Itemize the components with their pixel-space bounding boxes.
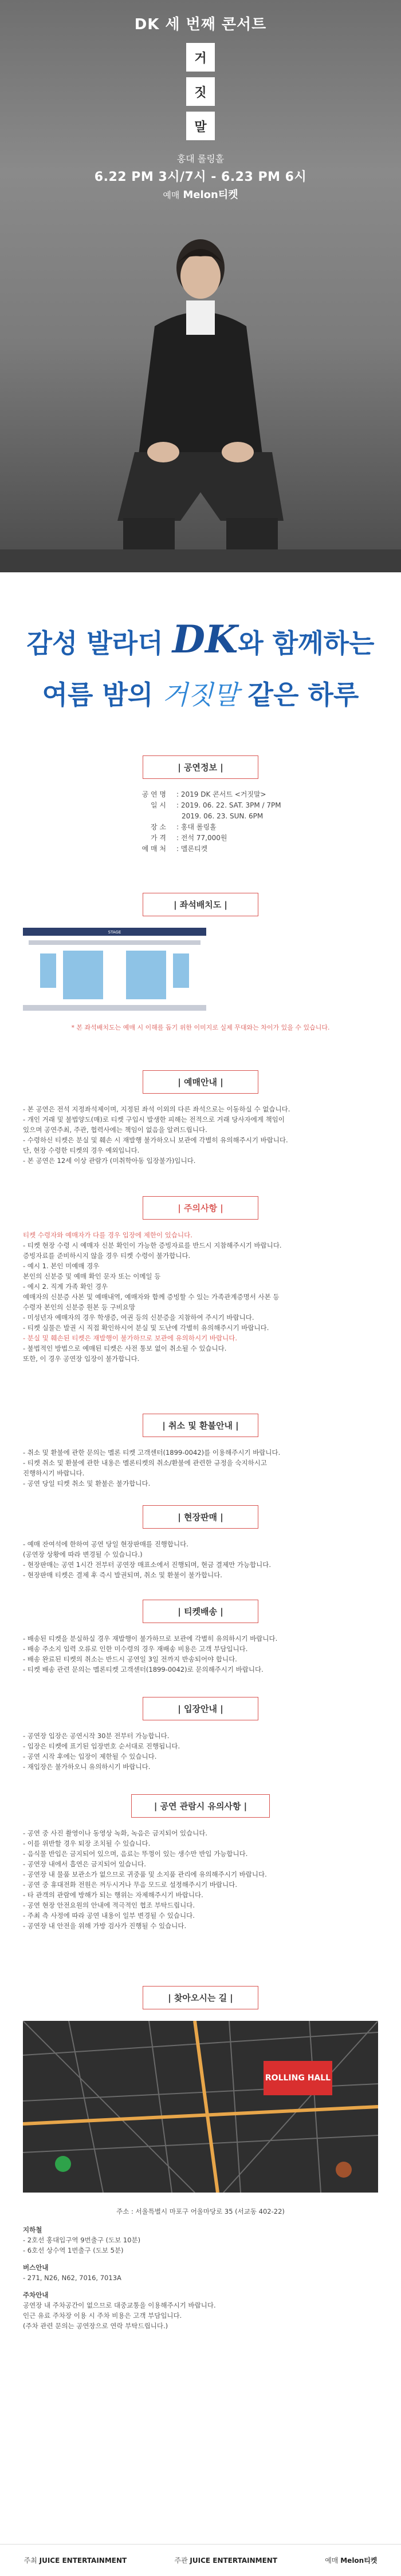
list-item: - 티켓 현장 수령 시 예매자 신분 확인이 가능한 증빙자료를 반드시 지참해주시기 바랍니다. bbox=[23, 1241, 282, 1249]
list-item: - 현장판매는 공연 1시간 전부터 공연장 매표소에서 진행되며, 현금 결제만 가능합니다. bbox=[23, 1561, 272, 1569]
section-heading: | 주의사항 | bbox=[143, 1196, 258, 1220]
hero-venue: 홍대 롤링홀 bbox=[176, 153, 225, 164]
info-row bbox=[23, 811, 378, 822]
hero-dates: 6.22 PM 3시/7시 - 6.23 PM 6시 bbox=[94, 170, 307, 184]
tagline-text: 와 함께하는 bbox=[238, 628, 375, 659]
list-item: - 공연 중 사진 촬영이나 동영상 녹화, 녹음은 금지되어 있습니다. bbox=[23, 1829, 208, 1837]
list-item: - 재입장은 불가하오니 유의하시기 바랍니다. bbox=[23, 1763, 151, 1771]
list-item: - 공연 현장 안전요원의 안내에 적극적인 협조 부탁드립니다. bbox=[23, 1901, 195, 1909]
list-item: - 분실 및 훼손된 티켓은 재발행이 불가하므로 보관에 유의하시기 바랍니다. bbox=[23, 1334, 237, 1342]
list-item: - 배송 완료된 티켓의 취소는 반드시 공연일 3일 전까지 반송되어야 합니다. bbox=[23, 1655, 237, 1663]
list-item: - 6호선 상수역 1번출구 (도보 5분) bbox=[23, 2246, 124, 2254]
info-row bbox=[23, 800, 378, 811]
list-item: - 티켓 배송 관련 문의는 멜론티켓 고객센터(1899-0042)로 문의해주시기 바랍니다. bbox=[23, 1665, 264, 1673]
hero-banner bbox=[0, 0, 401, 572]
list-item: - 공연장 내에서 흡연은 금지되어 있습니다. bbox=[23, 1860, 146, 1868]
info-value: 2019. 06. 23. SUN. 6PM bbox=[182, 812, 264, 820]
info-label: 공 연 명 bbox=[141, 790, 166, 798]
list-item: - 공연 시작 후에는 입장이 제한될 수 있습니다. bbox=[23, 1752, 157, 1760]
info-label: 장 소 bbox=[151, 823, 166, 831]
directions-section bbox=[23, 1986, 378, 2331]
list-item: - 티켓 취소 및 환불에 관한 내용은 멜론티켓의 취소/환불에 관련한 규정을 숙지하시고 bbox=[23, 1459, 267, 1467]
section-heading: | 입장안내 | bbox=[143, 1697, 258, 1720]
list-item: - 배송 주소지 입력 오류로 인한 미수령의 경우 재배송 비용은 고객 부담입니다. bbox=[23, 1645, 248, 1653]
info-label: 예 매 처 bbox=[141, 845, 166, 853]
melon-logo: Melon티켓 bbox=[340, 2557, 378, 2565]
notice-section bbox=[23, 1196, 378, 1364]
list-item: 증빙자료를 준비하시지 않을 경우 티켓 수령이 불가합니다. bbox=[23, 1252, 191, 1260]
tagline-section bbox=[0, 572, 401, 744]
section-heading: | 취소 및 환불안내 | bbox=[143, 1414, 258, 1437]
entry-list bbox=[23, 1731, 378, 1772]
list-item: (주차 관련 문의는 공연장으로 연락 부탁드립니다.) bbox=[23, 2322, 168, 2330]
ticket-delivery-section bbox=[23, 1600, 378, 1675]
onsite-sales-section bbox=[23, 1505, 378, 1580]
list-item: - 공연장 내 물품 보관소가 없으므로 귀중품 및 소지품 관리에 유의해주시기 바랍니다. bbox=[23, 1870, 267, 1878]
section-heading: | 예매안내 | bbox=[143, 1070, 258, 1094]
list-item: 있으며 공연주최, 주관, 협력사에는 책임이 없음을 알려드립니다. bbox=[23, 1126, 207, 1134]
title-char-2: 짓 bbox=[186, 77, 215, 106]
list-item: 티켓 수령자와 예매자가 다를 경우 입장에 제한이 있습니다. bbox=[23, 1231, 192, 1239]
tagline-text: 같은 하루 bbox=[247, 679, 359, 710]
list-item: - 개인 거래 및 불법양도(매)로 티켓 구입시 발생한 피해는 전적으로 거래 당사자에게 책임이 bbox=[23, 1115, 285, 1123]
booking-list bbox=[23, 1104, 378, 1166]
concert-title: DK 세 번째 콘서트 bbox=[134, 16, 267, 33]
list-item: - 입장은 티켓에 표기된 입장번호 순서대로 진행됩니다. bbox=[23, 1742, 180, 1750]
list-item: - 티켓 실물은 발권 시 직접 확인하시어 분실 및 도난에 각별히 유의해주시기 바랍니다. bbox=[23, 1324, 269, 1332]
section-heading: | 공연정보 | bbox=[143, 755, 258, 779]
list-item: - 수령하신 티켓은 분실 및 훼손 시 재발행 불가하오니 보관에 각별히 유의해주시기 바랍니다. bbox=[23, 1136, 288, 1144]
info-label bbox=[23, 811, 176, 822]
list-item: - 271, N26, N62, 7016, 7013A bbox=[23, 2274, 121, 2282]
list-item: 인근 유료 주차장 이용 시 주차 비용은 고객 부담입니다. bbox=[23, 2312, 182, 2320]
list-item: 본인의 신분증 및 예매 확인 문자 또는 이메일 등 bbox=[23, 1272, 161, 1280]
tagline-line-1 bbox=[0, 617, 401, 662]
list-item: 또한, 이 경우 공연장 입장이 불가합니다. bbox=[23, 1355, 140, 1363]
list-item: 진행하시기 바랍니다. bbox=[23, 1469, 85, 1477]
seating-chart bbox=[23, 928, 206, 1014]
cancel-list bbox=[23, 1447, 378, 1489]
info-row bbox=[23, 844, 378, 854]
entry-section bbox=[23, 1697, 378, 1772]
etiquette-section bbox=[23, 1794, 378, 1931]
info-value: : 홍대 롤링홀 bbox=[176, 823, 217, 831]
info-value: : 멜론티켓 bbox=[176, 845, 208, 853]
list-item: - 타 관객의 관람에 방해가 되는 행위는 자제해주시기 바랍니다. bbox=[23, 1891, 203, 1899]
list-item: 예매자의 신분증 사본 및 예매내역, 예매자와 함께 증빙할 수 있는 가족관계증명서 사본 등 bbox=[23, 1293, 280, 1301]
hero-ticket bbox=[0, 187, 401, 201]
info-value: : 2019. 06. 22. SAT. 3PM / 7PM bbox=[176, 801, 281, 809]
list-item: - 본 공연은 12세 이상 관람가 (미취학아동 입장불가)입니다. bbox=[23, 1157, 196, 1165]
section-heading: | 현장판매 | bbox=[143, 1505, 258, 1529]
melon-ticket-logo: Melon티켓 bbox=[183, 189, 238, 201]
directions-info bbox=[23, 2206, 378, 2331]
notice-list bbox=[23, 1230, 378, 1364]
ticket-prefix: 예매 bbox=[163, 190, 180, 200]
location-map bbox=[23, 2021, 378, 2193]
host-label: 주최 bbox=[23, 2557, 37, 2565]
ticketing-list bbox=[23, 1633, 378, 1675]
list-item: - 예매 잔여석에 한하여 공연 당일 현장판매를 진행합니다. bbox=[23, 1540, 188, 1548]
booking-section bbox=[23, 1070, 378, 1166]
list-item: - 주최 측 사정에 따라 공연 내용이 일부 변경될 수 있습니다. bbox=[23, 1912, 195, 1920]
section-heading: | 찾아오시는 길 | bbox=[143, 1986, 258, 2009]
list-item: (공연장 상황에 따라 변경될 수 있습니다.) bbox=[23, 1550, 143, 1558]
host-logo: JUICE ENTERTAINMENT bbox=[39, 2557, 127, 2565]
section-heading: | 티켓배송 | bbox=[143, 1600, 258, 1623]
performance-details bbox=[23, 789, 378, 854]
list-item: 단, 현장 수령한 티켓의 경우 예외입니다. bbox=[23, 1146, 140, 1154]
tagline-text: 여름 밤의 bbox=[42, 679, 154, 710]
booking-label: 예매 bbox=[325, 2557, 339, 2565]
list-item: 공연장 내 주차공간이 없으므로 대중교통을 이용해주시기 바랍니다. bbox=[23, 2301, 216, 2309]
list-item: - 미성년자 예매자의 경우 학생증, 여권 등의 신분증을 지참하여 주시기 바랍니다. bbox=[23, 1313, 254, 1321]
script-title: 거짓말 bbox=[162, 679, 239, 710]
host-credit bbox=[24, 2555, 127, 2565]
dk-logo: DK bbox=[172, 617, 238, 662]
info-label: 가 격 bbox=[151, 834, 166, 842]
list-item: - 취소 및 환불에 관한 문의는 멜론 티켓 고객센터(1899-0042)를 이용해주시기 바랍니다. bbox=[23, 1449, 281, 1457]
footer bbox=[0, 2544, 401, 2576]
performance-info-section bbox=[23, 755, 378, 854]
organizer-label: 주관 bbox=[174, 2557, 188, 2565]
list-item: - 음식물 반입은 금지되어 있으며, 음료는 뚜껑이 있는 생수만 반입 가능합니다. bbox=[23, 1850, 248, 1858]
cancel-refund-section bbox=[23, 1414, 378, 1489]
info-value: : 2019 DK 콘서트 <거짓말> bbox=[176, 790, 266, 798]
onsite-list bbox=[23, 1539, 378, 1580]
list-item: - 예시 2. 직계 가족 확인 경우 bbox=[23, 1283, 108, 1291]
organizer-credit bbox=[174, 2555, 277, 2565]
info-label: 일 시 bbox=[151, 801, 166, 809]
info-row bbox=[23, 822, 378, 833]
list-item: - 불법적인 방법으로 예매된 티켓은 사전 통보 없이 취소될 수 있습니다. bbox=[23, 1344, 227, 1352]
list-item: - 2호선 홍대입구역 9번출구 (도보 10분) bbox=[23, 2236, 141, 2244]
section-heading: | 좌석배치도 | bbox=[143, 893, 258, 916]
list-item: - 공연 중 휴대전화 전원은 꺼두시거나 무음 모드로 설정해주시기 바랍니다. bbox=[23, 1881, 237, 1889]
section-heading: | 공연 관람시 유의사항 | bbox=[131, 1794, 270, 1818]
list-item: 수령자 본인의 신분증 원본 등 구비요망 bbox=[23, 1303, 136, 1311]
info-row bbox=[23, 833, 378, 844]
organizer-logo: JUICE ENTERTAINMENT bbox=[190, 2557, 278, 2565]
address: 주소 : 서울특별시 마포구 어울마당로 35 (서교동 402-22) bbox=[116, 2207, 285, 2215]
list-item: - 공연장 내 안전을 위해 가방 검사가 진행될 수 있습니다. bbox=[23, 1922, 187, 1930]
list-item: - 현장판매 티켓은 결제 후 즉시 발권되며, 취소 및 환불이 불가합니다. bbox=[23, 1571, 222, 1579]
parking-label: 주차안내 bbox=[23, 2291, 49, 2299]
list-item: - 공연장 입장은 공연시작 30분 전부터 가능합니다. bbox=[23, 1732, 170, 1740]
list-item: - 본 공연은 전석 지정좌석제이며, 지정된 좌석 이외의 다른 좌석으로는 이동하실 수 없습니다. bbox=[23, 1105, 290, 1113]
artist-photo bbox=[100, 223, 301, 572]
seating-section bbox=[23, 893, 378, 1032]
list-item: - 배송된 티켓을 분실하실 경우 재발행이 불가하므로 보관에 각별히 유의하시기 바랍니다. bbox=[23, 1635, 278, 1643]
list-item: - 이를 위반할 경우 퇴장 조치될 수 있습니다. bbox=[23, 1839, 151, 1847]
info-row bbox=[23, 789, 378, 800]
tagline-text: 감성 발라더 bbox=[26, 628, 163, 659]
rolling-hall-label: ROLLING HALL bbox=[265, 2074, 331, 2083]
title-char-3: 말 bbox=[186, 112, 215, 140]
seating-note: * 본 좌석배치도는 예매 시 이해를 돕기 위한 이미지로 실제 무대와는 차이가 있을 수 있습니다. bbox=[71, 1024, 330, 1031]
etiquette-list bbox=[23, 1828, 378, 1931]
stage-label: STAGE bbox=[108, 930, 121, 935]
title-char-1: 거 bbox=[186, 43, 215, 72]
booking-credit bbox=[325, 2555, 377, 2565]
bench bbox=[0, 549, 401, 572]
subway-label: 지하철 bbox=[23, 2226, 42, 2234]
tagline-line-2 bbox=[0, 674, 401, 712]
list-item: - 공연 당일 티켓 취소 및 환불은 불가합니다. bbox=[23, 1479, 151, 1487]
info-value: : 전석 77,000원 bbox=[176, 834, 227, 842]
list-item: - 예시 1. 본인 미예매 경우 bbox=[23, 1262, 100, 1270]
bus-label: 버스안내 bbox=[23, 2264, 49, 2272]
